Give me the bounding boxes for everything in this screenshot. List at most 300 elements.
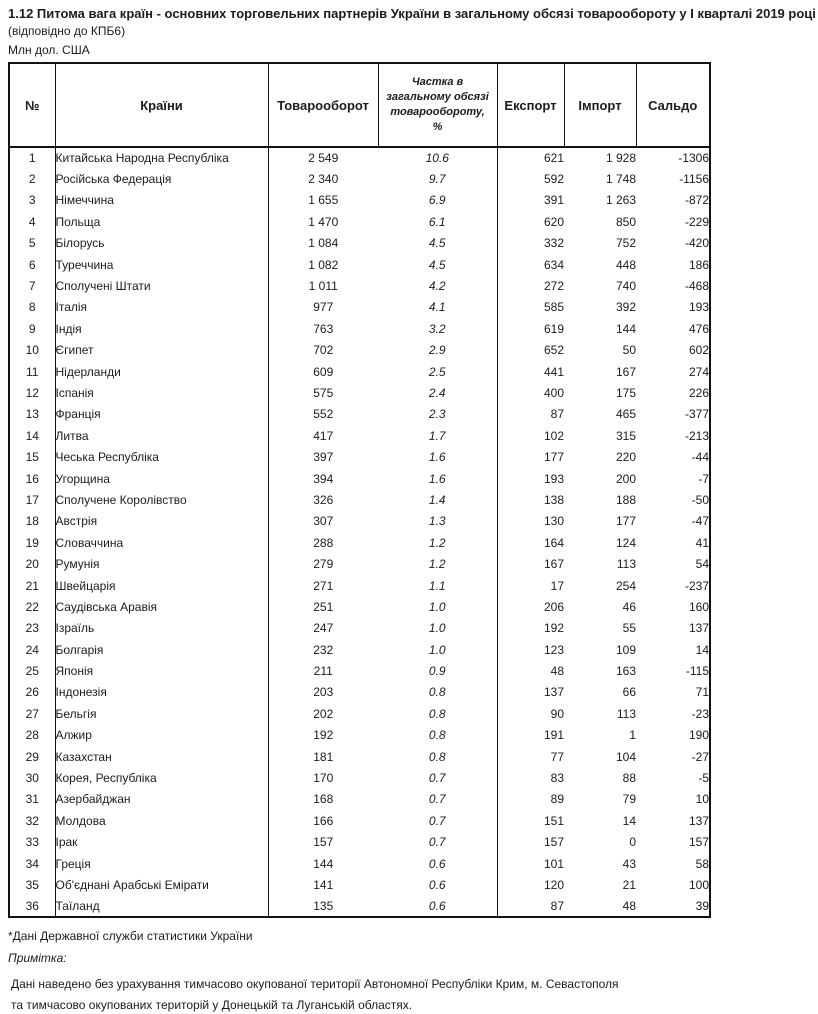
cell-import: 50 xyxy=(622,343,636,358)
cell-balance: -50 xyxy=(691,492,709,507)
cell-country: Угорщина xyxy=(55,468,268,489)
cell-export: 90 xyxy=(550,706,564,721)
cell-export: 332 xyxy=(543,236,564,251)
cell-turnover: 157 xyxy=(313,835,334,850)
cell-share: 1.0 xyxy=(378,618,497,639)
cell-balance: 137 xyxy=(688,621,709,636)
cell-turnover: 702 xyxy=(313,343,334,358)
cell-turnover: 2 549 xyxy=(308,151,339,166)
cell-number: 13 xyxy=(9,404,55,425)
cell-balance: 58 xyxy=(695,856,709,871)
cell-import: 200 xyxy=(615,471,636,486)
cell-share: 1.6 xyxy=(378,446,497,467)
cell-number: 32 xyxy=(9,810,55,831)
table-row xyxy=(9,639,710,660)
cell-import: 850 xyxy=(615,214,636,229)
cell-balance: -1156 xyxy=(679,172,709,187)
cell-balance: 10 xyxy=(695,792,709,807)
cell-balance: 226 xyxy=(688,385,709,400)
cell-number: 14 xyxy=(9,425,55,446)
cell-export: 87 xyxy=(550,407,564,422)
cell-country: Алжир xyxy=(55,725,268,746)
cell-share: 6.1 xyxy=(378,211,497,232)
table-row xyxy=(9,725,710,746)
cell-import: 167 xyxy=(615,364,636,379)
table-row xyxy=(9,211,710,232)
col-header-import: Імпорт xyxy=(564,63,636,147)
cell-import: 55 xyxy=(622,621,636,636)
cell-number: 11 xyxy=(9,361,55,382)
cell-balance: -47 xyxy=(691,514,709,529)
cell-balance: 160 xyxy=(688,599,709,614)
cell-balance: 71 xyxy=(695,685,709,700)
cell-export: 177 xyxy=(543,450,564,465)
cell-turnover: 417 xyxy=(313,428,334,443)
cell-country: Індія xyxy=(55,318,268,339)
cell-import: 188 xyxy=(615,492,636,507)
cell-share: 4.5 xyxy=(378,254,497,275)
cell-balance: -237 xyxy=(684,578,709,593)
table-row xyxy=(9,810,710,831)
table-body xyxy=(9,147,710,917)
cell-country: Чеська Республіка xyxy=(55,446,268,467)
cell-balance: -44 xyxy=(691,450,709,465)
cell-export: 272 xyxy=(543,279,564,294)
cell-export: 167 xyxy=(543,557,564,572)
table-row xyxy=(9,896,710,917)
cell-import: 0 xyxy=(629,835,636,850)
cell-export: 157 xyxy=(543,835,564,850)
cell-turnover: 168 xyxy=(313,792,334,807)
cell-turnover: 144 xyxy=(313,856,334,871)
cell-share: 1.3 xyxy=(378,511,497,532)
table-row xyxy=(9,340,710,361)
cell-balance: -7 xyxy=(698,471,709,486)
cell-number: 4 xyxy=(9,211,55,232)
table-row xyxy=(9,425,710,446)
cell-balance: -5 xyxy=(698,771,709,786)
cell-turnover: 1 082 xyxy=(308,257,339,272)
cell-number: 19 xyxy=(9,532,55,553)
table-row xyxy=(9,297,710,318)
cell-export: 102 xyxy=(543,428,564,443)
col-header-export: Експорт xyxy=(497,63,564,147)
cell-export: 441 xyxy=(543,364,564,379)
page-title: 1.12 Питома вага країн - основних торговельних партнерів України в загальному обсязі товарообороту у І кварталі 2019 році xyxy=(8,6,816,21)
cell-share: 4.2 xyxy=(378,275,497,296)
cell-import: 254 xyxy=(615,578,636,593)
cell-export: 193 xyxy=(543,471,564,486)
cell-country: Азербайджан xyxy=(55,789,268,810)
cell-export: 77 xyxy=(550,749,564,764)
cell-number: 10 xyxy=(9,340,55,361)
cell-import: 448 xyxy=(615,257,636,272)
note-line-2: та тимчасово окупованих територій у Донецькій та Луганській областях. xyxy=(11,998,413,1012)
cell-turnover: 279 xyxy=(313,557,334,572)
cell-turnover: 202 xyxy=(313,706,334,721)
table-row xyxy=(9,275,710,296)
cell-import: 104 xyxy=(615,749,636,764)
cell-balance: -213 xyxy=(684,428,709,443)
cell-balance: 39 xyxy=(695,898,709,913)
cell-import: 46 xyxy=(622,599,636,614)
cell-import: 392 xyxy=(615,300,636,315)
cell-country: Польща xyxy=(55,211,268,232)
cell-share: 0.8 xyxy=(378,725,497,746)
cell-export: 592 xyxy=(543,172,564,187)
cell-country: Казахстан xyxy=(55,746,268,767)
cell-country: Іспанія xyxy=(55,382,268,403)
table-row xyxy=(9,789,710,810)
cell-export: 164 xyxy=(543,535,564,550)
cell-country: Нідерланди xyxy=(55,361,268,382)
cell-country: Сполучене Королівство xyxy=(55,489,268,510)
cell-turnover: 609 xyxy=(313,364,334,379)
cell-import: 48 xyxy=(622,898,636,913)
cell-number: 16 xyxy=(9,468,55,489)
units-label: Млн дол. США xyxy=(8,43,90,57)
cell-turnover: 288 xyxy=(313,535,334,550)
cell-country: Словаччина xyxy=(55,532,268,553)
cell-turnover: 1 655 xyxy=(308,193,339,208)
cell-number: 5 xyxy=(9,233,55,254)
col-header-share: Частка в загальному обсязі товарообороту, % xyxy=(378,63,497,147)
page-subtitle: (відповідно до КПБ6) xyxy=(8,24,126,38)
table-row xyxy=(9,404,710,425)
cell-import: 66 xyxy=(622,685,636,700)
cell-import: 163 xyxy=(615,664,636,679)
cell-turnover: 211 xyxy=(313,664,333,679)
table-row xyxy=(9,190,710,211)
cell-number: 8 xyxy=(9,297,55,318)
cell-share: 1.0 xyxy=(378,639,497,660)
col-header-number: № xyxy=(9,63,55,147)
cell-country: Молдова xyxy=(55,810,268,831)
table-row xyxy=(9,618,710,639)
cell-number: 34 xyxy=(9,853,55,874)
cell-turnover: 307 xyxy=(313,514,334,529)
table-row xyxy=(9,147,710,168)
cell-turnover: 763 xyxy=(313,321,334,336)
cell-share: 2.5 xyxy=(378,361,497,382)
cell-turnover: 271 xyxy=(313,578,334,593)
cell-turnover: 232 xyxy=(313,642,334,657)
cell-import: 124 xyxy=(615,535,636,550)
cell-country: Франція xyxy=(55,404,268,425)
cell-balance: 41 xyxy=(695,535,709,550)
cell-import: 740 xyxy=(615,279,636,294)
cell-balance: -420 xyxy=(684,236,709,251)
cell-balance: -23 xyxy=(691,706,709,721)
cell-number: 29 xyxy=(9,746,55,767)
cell-number: 28 xyxy=(9,725,55,746)
cell-share: 0.7 xyxy=(378,767,497,788)
cell-balance: -115 xyxy=(685,664,709,679)
cell-import: 1 748 xyxy=(605,172,636,187)
cell-share: 4.1 xyxy=(378,297,497,318)
cell-turnover: 977 xyxy=(313,300,334,315)
cell-share: 0.9 xyxy=(378,660,497,681)
cell-balance: 54 xyxy=(695,557,709,572)
cell-export: 634 xyxy=(543,257,564,272)
cell-turnover: 394 xyxy=(313,471,334,486)
table-row xyxy=(9,254,710,275)
source-note: *Дані Державної служби статистики України xyxy=(8,929,253,943)
cell-import: 79 xyxy=(622,792,636,807)
cell-share: 2.3 xyxy=(378,404,497,425)
cell-turnover: 247 xyxy=(313,621,334,636)
cell-number: 6 xyxy=(9,254,55,275)
cell-export: 120 xyxy=(543,877,564,892)
table-row xyxy=(9,468,710,489)
cell-balance: -468 xyxy=(684,279,709,294)
cell-share: 0.6 xyxy=(378,853,497,874)
cell-balance: -1306 xyxy=(678,151,709,166)
cell-number: 12 xyxy=(9,382,55,403)
cell-number: 31 xyxy=(9,789,55,810)
cell-import: 177 xyxy=(615,514,636,529)
cell-number: 25 xyxy=(9,660,55,681)
cell-country: Бельгія xyxy=(55,703,268,724)
cell-number: 33 xyxy=(9,832,55,853)
cell-number: 15 xyxy=(9,446,55,467)
cell-country: Білорусь xyxy=(55,233,268,254)
cell-turnover: 1 011 xyxy=(308,279,338,294)
cell-number: 3 xyxy=(9,190,55,211)
cell-number: 2 xyxy=(9,168,55,189)
table-row xyxy=(9,233,710,254)
cell-country: Сполучені Штати xyxy=(55,275,268,296)
cell-balance: 100 xyxy=(688,877,709,892)
table-row xyxy=(9,553,710,574)
cell-import: 752 xyxy=(615,236,636,251)
cell-turnover: 181 xyxy=(313,749,334,764)
cell-country: Ірак xyxy=(55,832,268,853)
cell-balance: 14 xyxy=(695,642,709,657)
cell-country: Таїланд xyxy=(55,896,268,917)
cell-balance: 602 xyxy=(688,343,709,358)
cell-share: 10.6 xyxy=(378,147,497,168)
cell-export: 206 xyxy=(543,599,564,614)
cell-country: Індонезія xyxy=(55,682,268,703)
cell-number: 27 xyxy=(9,703,55,724)
cell-export: 138 xyxy=(543,492,564,507)
cell-turnover: 141 xyxy=(313,877,334,892)
cell-country: Італія xyxy=(55,297,268,318)
cell-export: 130 xyxy=(543,514,564,529)
table-row xyxy=(9,318,710,339)
cell-turnover: 326 xyxy=(313,492,334,507)
cell-export: 123 xyxy=(543,642,564,657)
cell-turnover: 552 xyxy=(313,407,334,422)
cell-number: 23 xyxy=(9,618,55,639)
cell-turnover: 2 340 xyxy=(308,172,339,187)
cell-export: 652 xyxy=(543,343,564,358)
cell-number: 24 xyxy=(9,639,55,660)
cell-number: 17 xyxy=(9,489,55,510)
cell-import: 1 263 xyxy=(605,193,636,208)
cell-share: 0.7 xyxy=(378,789,497,810)
cell-number: 30 xyxy=(9,767,55,788)
cell-share: 6.9 xyxy=(378,190,497,211)
table-row xyxy=(9,382,710,403)
cell-turnover: 251 xyxy=(313,599,334,614)
cell-number: 22 xyxy=(9,596,55,617)
cell-share: 1.7 xyxy=(378,425,497,446)
cell-turnover: 1 470 xyxy=(308,214,339,229)
cell-balance: 190 xyxy=(688,728,709,743)
table-row xyxy=(9,446,710,467)
cell-export: 585 xyxy=(543,300,564,315)
cell-export: 620 xyxy=(543,214,564,229)
col-header-turnover: Товарооборот xyxy=(268,63,378,147)
table-row xyxy=(9,511,710,532)
note-label: Примітка: xyxy=(8,951,67,965)
cell-import: 465 xyxy=(615,407,636,422)
cell-number: 21 xyxy=(9,575,55,596)
cell-number: 9 xyxy=(9,318,55,339)
cell-share: 1.2 xyxy=(378,553,497,574)
cell-export: 137 xyxy=(543,685,564,700)
cell-turnover: 397 xyxy=(313,450,334,465)
col-header-balance: Сальдо xyxy=(636,63,710,147)
cell-country: Німеччина xyxy=(55,190,268,211)
cell-import: 1 xyxy=(629,728,636,743)
cell-number: 20 xyxy=(9,553,55,574)
cell-export: 83 xyxy=(550,771,564,786)
cell-share: 1.0 xyxy=(378,596,497,617)
cell-share: 0.8 xyxy=(378,703,497,724)
cell-import: 315 xyxy=(615,428,636,443)
cell-country: Греція xyxy=(55,853,268,874)
table-row xyxy=(9,853,710,874)
cell-country: Російська Федерація xyxy=(55,168,268,189)
cell-country: Болгарія xyxy=(55,639,268,660)
cell-export: 151 xyxy=(543,813,564,828)
cell-export: 17 xyxy=(550,578,564,593)
cell-share: 0.8 xyxy=(378,682,497,703)
cell-balance: 157 xyxy=(688,835,709,850)
note-line-1: Дані наведено без урахування тимчасово окупованої території Автономної Республіки Крим, м. Севастополя xyxy=(11,977,619,991)
cell-import: 1 928 xyxy=(605,151,636,166)
table-row xyxy=(9,874,710,895)
cell-turnover: 192 xyxy=(313,728,334,743)
cell-country: Китайська Народна Республіка xyxy=(55,147,268,168)
cell-share: 0.8 xyxy=(378,746,497,767)
table-row xyxy=(9,575,710,596)
cell-import: 88 xyxy=(622,771,636,786)
cell-share: 2.4 xyxy=(378,382,497,403)
cell-export: 48 xyxy=(550,664,564,679)
cell-share: 1.6 xyxy=(378,468,497,489)
cell-import: 113 xyxy=(616,706,636,721)
cell-share: 0.6 xyxy=(378,874,497,895)
cell-number: 36 xyxy=(9,896,55,917)
cell-country: Туреччина xyxy=(55,254,268,275)
cell-country: Австрія xyxy=(55,511,268,532)
table-row xyxy=(9,832,710,853)
cell-import: 113 xyxy=(616,557,636,572)
cell-number: 26 xyxy=(9,682,55,703)
cell-import: 175 xyxy=(615,385,636,400)
cell-export: 191 xyxy=(543,728,564,743)
table-row xyxy=(9,746,710,767)
table-row xyxy=(9,489,710,510)
cell-country: Румунія xyxy=(55,553,268,574)
cell-share: 1.4 xyxy=(378,489,497,510)
cell-country: Об'єднані Арабські Емірати xyxy=(55,874,268,895)
cell-share: 9.7 xyxy=(378,168,497,189)
cell-balance: 476 xyxy=(688,321,709,336)
cell-number: 35 xyxy=(9,874,55,895)
cell-export: 101 xyxy=(543,856,564,871)
cell-country: Японія xyxy=(55,660,268,681)
cell-turnover: 166 xyxy=(313,813,334,828)
cell-balance: 137 xyxy=(688,813,709,828)
table-row xyxy=(9,596,710,617)
table-row xyxy=(9,703,710,724)
cell-balance: 186 xyxy=(688,257,709,272)
cell-country: Єгипет xyxy=(55,340,268,361)
cell-turnover: 1 084 xyxy=(308,236,339,251)
cell-turnover: 203 xyxy=(313,685,334,700)
cell-number: 1 xyxy=(9,147,55,168)
cell-import: 109 xyxy=(615,642,636,657)
cell-share: 2.9 xyxy=(378,340,497,361)
table-row xyxy=(9,682,710,703)
col-header-country: Країни xyxy=(55,63,268,147)
cell-turnover: 170 xyxy=(313,771,334,786)
cell-share: 1.1 xyxy=(378,575,497,596)
cell-balance: -27 xyxy=(691,749,709,764)
cell-number: 7 xyxy=(9,275,55,296)
cell-share: 3.2 xyxy=(378,318,497,339)
cell-balance: -872 xyxy=(684,193,709,208)
trade-partners-table xyxy=(8,62,711,918)
cell-balance: 193 xyxy=(688,300,709,315)
cell-country: Корея, Республіка xyxy=(55,767,268,788)
table-row xyxy=(9,168,710,189)
cell-export: 87 xyxy=(550,898,564,913)
cell-export: 391 xyxy=(543,193,564,208)
cell-import: 144 xyxy=(615,321,636,336)
cell-share: 0.7 xyxy=(378,832,497,853)
cell-share: 1.2 xyxy=(378,532,497,553)
table-row xyxy=(9,361,710,382)
cell-export: 621 xyxy=(543,151,564,166)
cell-import: 43 xyxy=(622,856,636,871)
cell-country: Швейцарія xyxy=(55,575,268,596)
cell-turnover: 575 xyxy=(313,385,334,400)
cell-turnover: 135 xyxy=(313,898,334,913)
cell-export: 400 xyxy=(543,385,564,400)
cell-country: Литва xyxy=(55,425,268,446)
cell-export: 89 xyxy=(550,792,564,807)
table-row xyxy=(9,532,710,553)
cell-import: 220 xyxy=(615,450,636,465)
cell-export: 192 xyxy=(543,621,564,636)
cell-share: 0.6 xyxy=(378,896,497,917)
table-row xyxy=(9,660,710,681)
cell-country: Саудівська Аравія xyxy=(55,596,268,617)
cell-import: 14 xyxy=(622,813,636,828)
cell-import: 21 xyxy=(622,877,636,892)
cell-balance: -377 xyxy=(684,407,709,422)
cell-share: 0.7 xyxy=(378,810,497,831)
cell-number: 18 xyxy=(9,511,55,532)
cell-balance: 274 xyxy=(688,364,709,379)
table-row xyxy=(9,767,710,788)
